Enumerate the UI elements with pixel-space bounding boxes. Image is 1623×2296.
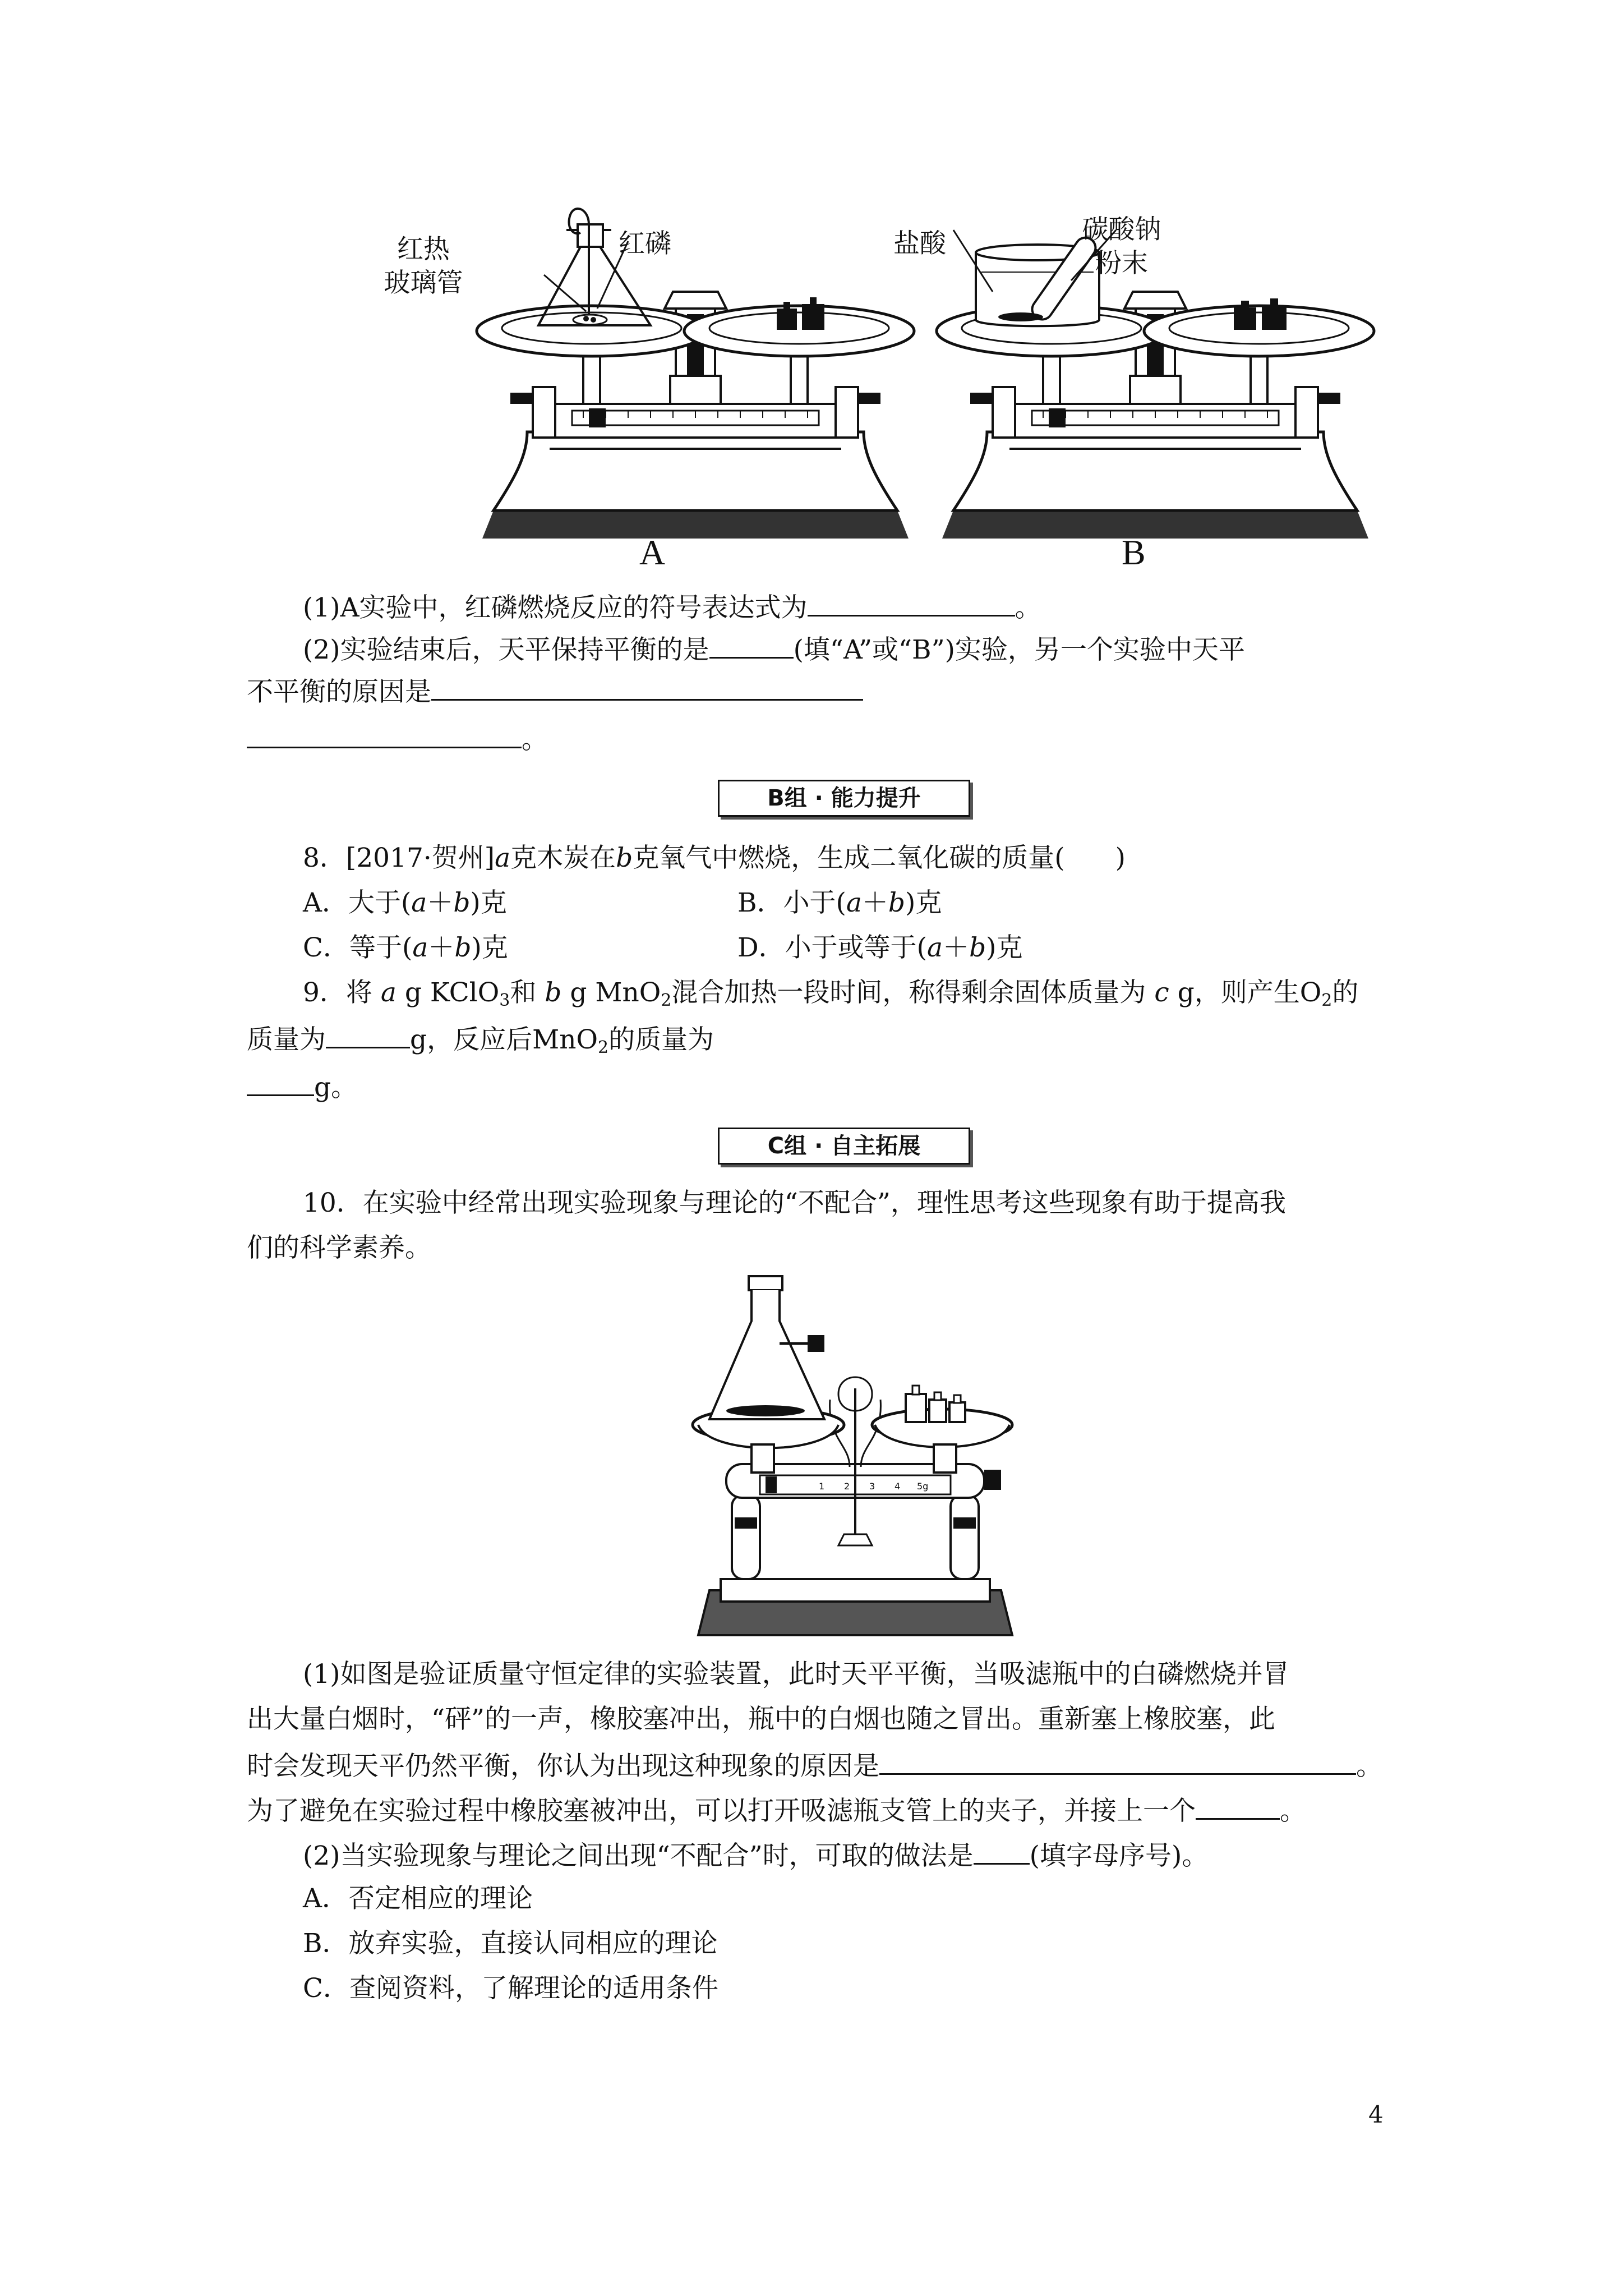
scale-tick-label: 2 (844, 1481, 850, 1492)
balance-a-drawing (471, 208, 920, 555)
caption-b: B (1122, 532, 1146, 572)
q8-stem: 8．[2017·贺州]a克木炭在b克氧气中燃烧，生成二氧化碳的质量( ) (303, 843, 1126, 873)
label-hydrochloric-acid: 盐酸 (893, 228, 946, 259)
scale-tick-label: 1 (819, 1481, 825, 1492)
q10-sub1-line3: 时会发现天平仍然平衡，你认为出现这种现象的原因是 。 (247, 1747, 1382, 1783)
label-sodium-carbonate-powder: 碳酸钠 粉末 (1082, 214, 1161, 279)
answer-blank[interactable] (247, 1069, 314, 1096)
q8-option-d[interactable]: D．小于或等于(a＋b)克 (737, 932, 1023, 963)
answer-blank[interactable] (879, 1747, 1356, 1775)
scale-tick-label: 3 (869, 1481, 875, 1492)
balance-suction-flask-drawing (687, 1276, 1023, 1646)
q9-line3: g。 (247, 1069, 357, 1105)
q7-sub2-line3: 。 (247, 721, 548, 757)
group-c-banner: C组 · 自主拓展 (718, 1128, 970, 1165)
q8-option-a[interactable]: A．大于(a＋b)克 (303, 887, 507, 918)
answer-blank[interactable] (326, 1021, 410, 1048)
answer-blank[interactable] (247, 721, 522, 748)
q7-sub1: (1)A实验中，红磷燃烧反应的符号表达式为 。 (303, 589, 1041, 625)
q9-line2: 质量为 g，反应后MnO$_2$的质量为 (247, 1021, 714, 1065)
q7-sub2-line2: 不平衡的原因是 (247, 673, 863, 709)
q10-option-c[interactable]: C．查阅资料，了解理论的适用条件 (303, 1973, 718, 2004)
group-b-banner: B组 · 能力提升 (718, 780, 970, 817)
q8-option-c[interactable]: C．等于(a＋b)克 (303, 932, 508, 963)
q8-option-b[interactable]: B．小于(a＋b)克 (737, 887, 942, 918)
scale-tick-label: 5g (917, 1481, 929, 1492)
page-number: 4 (1368, 2101, 1384, 2128)
label-red-hot-tube: 红热 玻璃管 (384, 234, 463, 298)
q10-sub1-line2: 出大量白烟时，“砰”的一声，橡胶塞冲出，瓶中的白烟也随之冒出。重新塞上橡胶塞，此 (247, 1704, 1276, 1734)
label-red-phosphorus: 红磷 (619, 228, 671, 259)
q10-sub2: (2)当实验现象与理论之间出现“不配合”时，可取的做法是 (填字母序号)。 (303, 1837, 1208, 1873)
q10-option-b[interactable]: B．放弃实验，直接认同相应的理论 (303, 1928, 718, 1959)
answer-blank[interactable] (974, 1837, 1030, 1865)
q9-line1: 9．将 a g KClO$_3$和 b g MnO$_2$混合加热一段时间，称得剩余固体质量为 c g，则产生$O_2$的 (303, 977, 1359, 1010)
caption-a: A (639, 532, 666, 572)
q10-sub1-line4: 为了避免在实验过程中橡胶塞被冲出，可以打开吸滤瓶支管上的夹子，并接上一个 。 (247, 1792, 1306, 1828)
scale-tick-label: 4 (895, 1481, 901, 1492)
q10-stem-line1: 10．在实验中经常出现实验现象与理论的“不配合”，理性思考这些现象有助于提高我 (303, 1188, 1286, 1218)
answer-blank[interactable] (808, 589, 1015, 616)
q7-sub2-line1: (2)实验结束后，天平保持平衡的是 (填“A”或“B”)实验，另一个实验中天平 (303, 631, 1245, 667)
q10-option-a[interactable]: A．否定相应的理论 (303, 1883, 533, 1914)
answer-blank[interactable] (431, 673, 863, 701)
answer-blank[interactable] (709, 631, 794, 659)
q10-stem-line2: 们的科学素养。 (247, 1232, 431, 1263)
answer-blank[interactable] (1196, 1792, 1280, 1820)
q10-sub1-line1: (1)如图是验证质量守恒定律的实验装置，此时天平平衡，当吸滤瓶中的白磷燃烧并冒 (303, 1659, 1289, 1690)
